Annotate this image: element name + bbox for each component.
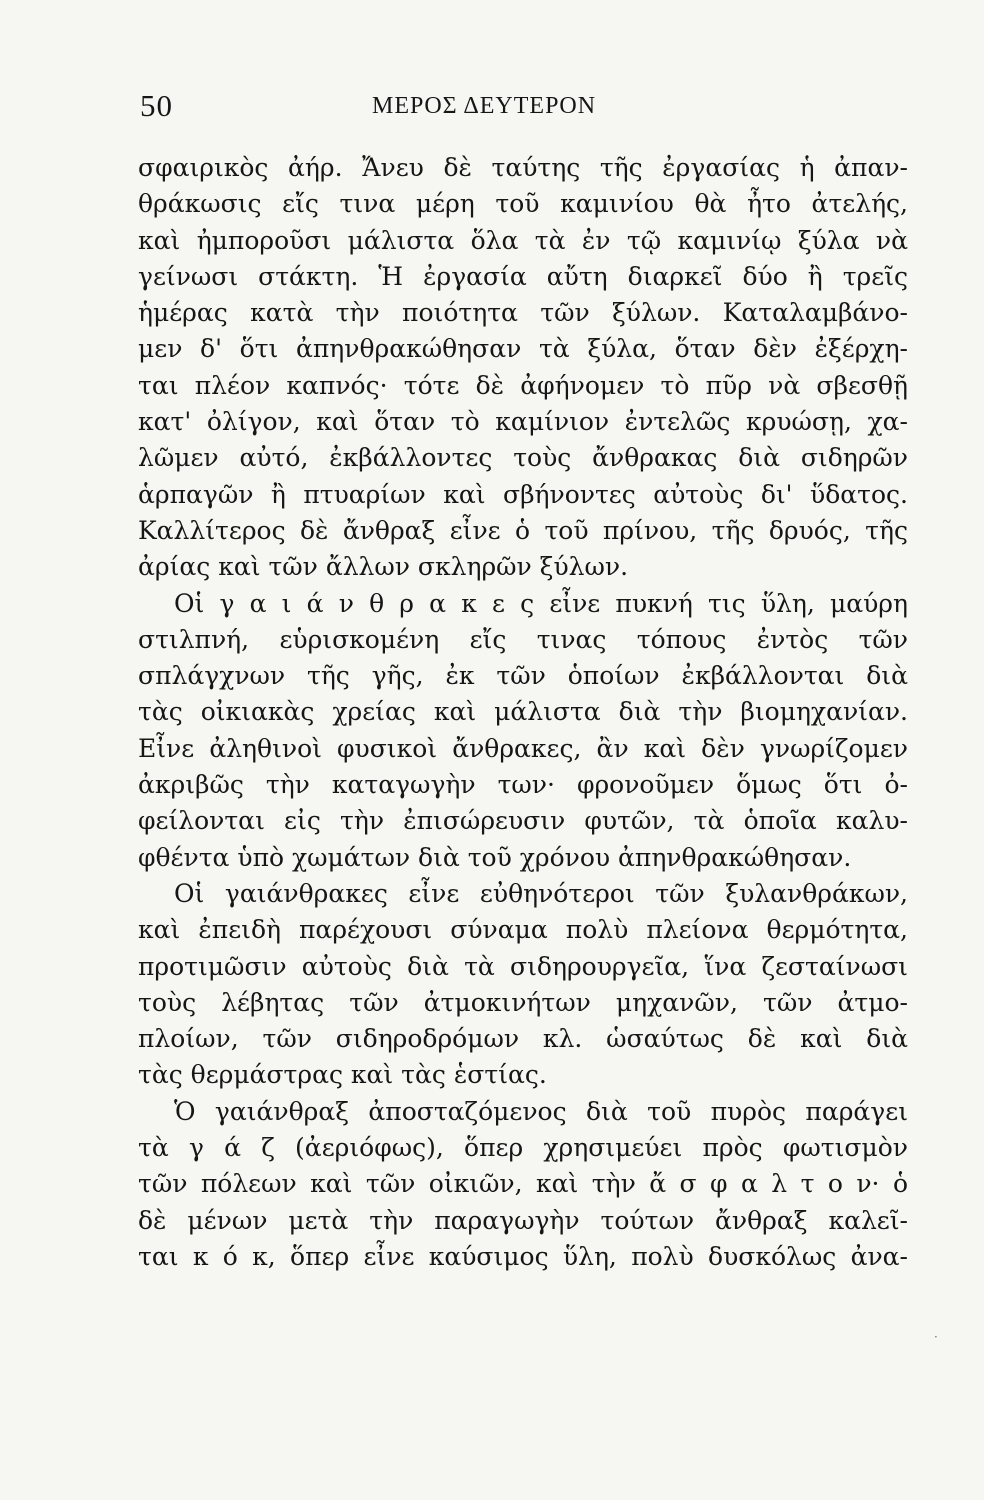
text-line: ται κ ό κ, ὅπερ εἶνε καύσιμος ὕλη, πολὺ δυσκόλως ἀνα- [138,1241,908,1271]
paragraph-start-line: Ὁ γαιάνθραξ ἀποσταζόμενος διὰ τοῦ πυρὸς παράγει [174,1096,908,1126]
page-mark: · [934,1330,938,1344]
paragraph-end-line: ἀρίας καὶ τῶν ἄλλων σκληρῶν ξύλων. [138,552,629,582]
paragraph-start-line: Οἱ γαιάνθρακες εἶνε εὐθηνότεροι τῶν ξυλανθράκων, [174,878,908,908]
paragraph-start-line: Οἱ γ α ι ά ν θ ρ α κ ε ς εἶνε πυκνή τις ὕλη, μαύρη [174,588,908,618]
text-line: στιλπνή, εὑρισκομένη εἴς τινας τόπους ἐντὸς τῶν [138,624,908,654]
text-line: μεν δ' ὅτι ἀπηνθρακώθησαν τὰ ξύλα, ὅταν δὲν ἐξέρχη- [138,334,908,364]
text-line: λῶμεν αὐτό, ἐκβάλλοντες τοὺς ἄνθρακας διὰ σιδηρῶν [138,443,908,473]
text-line: τὰ γ ά ζ (ἀεριόφως), ὅπερ χρησιμεύει πρὸς φωτισμὸν [138,1133,908,1163]
paragraph-end-line: τὰς θερμάστρας καὶ τὰς ἑστίας. [138,1060,547,1090]
text-line: πλοίων, τῶν σιδηροδρόμων κλ. ὡσαύτως δὲ καὶ διὰ [138,1024,908,1054]
running-head: ΜΕΡΟΣ ΔΕΥΤΕΡΟΝ [372,93,597,119]
text-line: γείνωσι στάκτη. Ἡ ἐργασία αὔτη διαρκεῖ δύο ἢ τρεῖς [138,261,908,291]
text-line: δὲ μένων μετὰ τὴν παραγωγὴν τούτων ἄνθραξ καλεῖ- [138,1205,908,1235]
text-line: Καλλίτερος δὲ ἄνθραξ εἶνε ὁ τοῦ πρίνου, τῆς δρυός, τῆς [138,515,908,545]
text-line: ἀκριβῶς τὴν καταγωγὴν των· φρονοῦμεν ὅμως ὅτι ὀ- [138,770,908,800]
text-line: ται πλέον καπνός· τότε δὲ ἀφήνομεν τὸ πῦρ νὰ σβεσθῇ [138,370,908,400]
text-line: καὶ ἠμποροῦσι μάλιστα ὅλα τὰ ἐν τῷ καμινίῳ ξύλα νὰ [138,225,908,255]
text-line: τοὺς λέβητας τῶν ἀτμοκινήτων μηχανῶν, τῶν ἀτμο- [138,987,908,1017]
text-line: ἁρπαγῶν ἢ πτυαρίων καὶ σβήνοντες αὐτοὺς δι' ὕδατος. [138,479,908,509]
page-header [140,86,910,130]
text-line: σπλάγχνων τῆς γῆς, ἐκ τῶν ὁποίων ἐκβάλλονται διὰ [138,661,908,691]
text-line: κατ' ὀλίγον, καὶ ὅταν τὸ καμίνιον ἐντελῶς κρυώσῃ, χα- [138,407,908,437]
text-line: προτιμῶσιν αὐτοὺς διὰ τὰ σιδηρουργεῖα, ἵνα ζεσταίνωσι [138,951,908,981]
text-line: τῶν πόλεων καὶ τῶν οἰκιῶν, καὶ τὴν ἄ σ φ α λ τ ο ν· ὁ [138,1169,908,1199]
text-line: Εἶνε ἀληθινοὶ φυσικοὶ ἄνθρακες, ἂν καὶ δὲν γνωρίζομεν [138,733,908,763]
text-line: καὶ ἐπειδὴ παρέχουσι σύναμα πολὺ πλείονα θερμότητα, [138,915,908,945]
text-line: φείλονται εἰς τὴν ἐπισώρευσιν φυτῶν, τὰ ὁποῖα καλυ- [138,806,908,836]
paragraph-end-line: φθέντα ὑπὸ χωμάτων διὰ τοῦ χρόνου ἀπηνθρακώθησαν. [138,842,852,872]
text-line: τὰς οἰκιακὰς χρείας καὶ μάλιστα διὰ τὴν βιομηχανίαν. [138,697,908,727]
body-text [138,150,908,1275]
text-line: ἡμέρας κατὰ τὴν ποιότητα τῶν ξύλων. Καταλαμβάνο- [138,298,908,328]
page-number: 50 [140,88,173,123]
text-line: θράκωσις εἴς τινα μέρη τοῦ καμινίου θὰ ἦτο ἀτελής, [138,189,908,219]
text-line: σφαιρικὸς ἀήρ. Ἄνευ δὲ ταύτης τῆς ἐργασίας ἡ ἀπαν- [138,153,908,182]
